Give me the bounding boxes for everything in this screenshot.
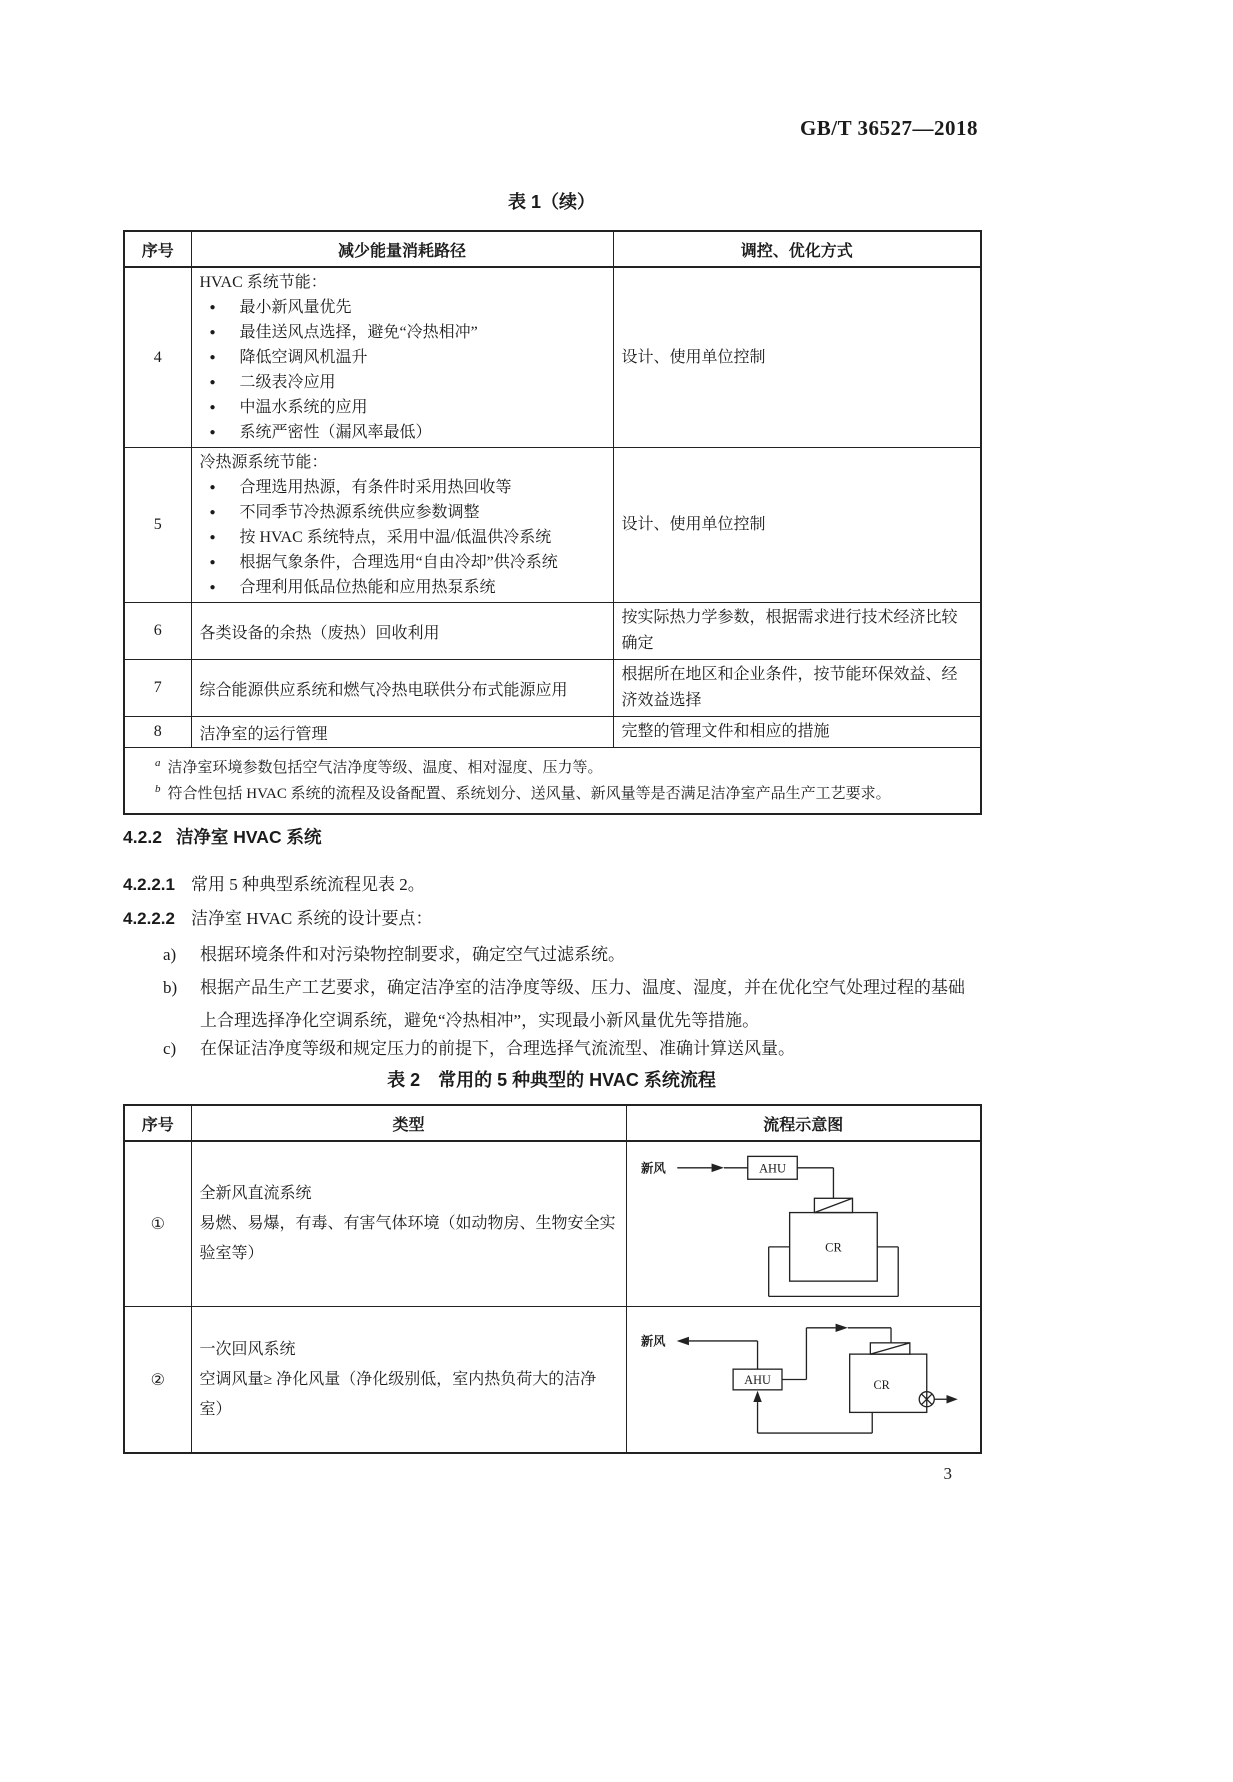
clause-text: 洁净室 HVAC 系统的设计要点：	[191, 909, 433, 928]
table-row	[124, 448, 981, 603]
footnote-a	[155, 753, 970, 779]
table-2	[123, 1104, 982, 1454]
row-number: ①	[124, 1141, 191, 1307]
section-number: 4.2.2	[123, 827, 162, 847]
type-title: 一次回风系统	[199, 1340, 296, 1358]
path-title: HVAC 系统节能：	[199, 274, 327, 291]
type-cell	[191, 1307, 626, 1454]
table-row	[124, 267, 981, 448]
control-cell: 按实际热力学参数，根据需求进行技术经济比较确定	[613, 603, 981, 660]
cleanroom-label: CR	[872, 1377, 890, 1392]
flow-arrow-icon	[753, 1391, 761, 1402]
table2-title: 表 2 常用的 5 种典型的 HVAC 系统流程	[387, 1070, 716, 1090]
design-point-a	[123, 938, 980, 971]
path-cell	[191, 448, 613, 603]
t1-col-path: 减少能量消耗路径	[191, 231, 613, 267]
type-cell	[191, 1141, 626, 1307]
control-cell: 设计、使用单位控制	[613, 448, 981, 603]
bullet-item: ● 不同季节冷热源系统供应参数调整	[200, 500, 605, 525]
item-label: b)	[163, 978, 178, 997]
paragraph-4-2-2-2	[123, 904, 432, 929]
path-cell: 综合能源供应系统和燃气冷热电联供分布式能源应用	[191, 660, 613, 717]
table-row	[124, 1141, 981, 1307]
bullet-item: ● 二级表冷应用	[200, 370, 605, 395]
bullet-list	[200, 475, 605, 600]
row-number: 4	[124, 267, 191, 448]
bullet-item: ● 合理利用低品位热能和应用热泵系统	[200, 575, 605, 600]
clause-number: 4.2.2.2	[123, 909, 175, 928]
bullet-item: ● 根据气象条件，合理选用“自由冷却”供冷系统	[200, 550, 605, 575]
t1-col-control: 调控、优化方式	[613, 231, 981, 267]
type-desc: 易燃、易爆，有毒、有害气体环境（如动物房、生物安全实验室等）	[199, 1215, 616, 1262]
table2-header-row	[124, 1105, 981, 1141]
t2-col-type: 类型	[191, 1105, 626, 1141]
bullet-item: ● 最小新风量优先	[200, 295, 605, 320]
bullet-item: ● 最佳送风点选择，避免“冷热相冲”	[200, 320, 605, 345]
t2-col-number: 序号	[124, 1105, 191, 1141]
path-cell	[191, 267, 613, 448]
item-label: c)	[163, 1039, 177, 1058]
item-text: 根据产品生产工艺要求，确定洁净室的洁净度等级、压力、温度、湿度，并在优化空气处理过程的基础上合理选择净化空调系统，避免“冷热相冲”，实现最小新风量优先等措施。	[200, 978, 965, 1030]
row-number: 8	[124, 717, 191, 748]
table1-title: 表 1（续）	[507, 192, 595, 212]
footnote-marker: b	[155, 783, 161, 795]
flow-arrow-icon	[676, 1337, 688, 1345]
design-point-b	[123, 971, 980, 1037]
table-row	[124, 717, 981, 748]
page-number: 3	[943, 1464, 952, 1483]
standard-number: GB/T 36527—2018	[799, 116, 978, 140]
item-text: 根据环境条件和对污染物控制要求，确定空气过滤系统。	[200, 945, 625, 964]
table-1	[123, 230, 982, 815]
section-title: 洁净室 HVAC 系统	[175, 827, 322, 847]
diagram-cell	[626, 1307, 981, 1454]
row-number: 7	[124, 660, 191, 717]
bullet-item: ● 降低空调风机温升	[200, 345, 605, 370]
flow-arrow-icon	[711, 1164, 723, 1173]
control-cell: 根据所在地区和企业条件，按节能环保效益、经济效益选择	[613, 660, 981, 717]
path-cell: 各类设备的余热（废热）回收利用	[191, 603, 613, 660]
table-row	[124, 660, 981, 717]
footnote-text: 符合性包括 HVAC 系统的流程及设备配置、系统划分、送风量、新风量等是否满足洁净室产品生产工艺要求。	[167, 786, 891, 802]
item-label: a)	[163, 945, 177, 964]
fresh-air-label: 新风	[640, 1334, 665, 1349]
hvac-flow-diagram-1	[635, 1144, 950, 1304]
table-row	[124, 1307, 981, 1454]
page-content	[123, 0, 980, 1782]
fresh-air-label: 新风	[640, 1161, 666, 1176]
paragraph-4-2-2-1	[123, 870, 425, 895]
flow-arrow-icon	[946, 1395, 957, 1403]
t2-col-diagram: 流程示意图	[626, 1105, 981, 1141]
type-title: 全新风直流系统	[199, 1185, 312, 1202]
flow-arrow-icon	[835, 1324, 847, 1332]
footnote-row	[124, 748, 981, 815]
clause-number: 4.2.2.1	[123, 875, 175, 894]
ahu-label: AHU	[758, 1161, 786, 1176]
row-number: ②	[124, 1307, 191, 1454]
path-cell: 洁净室的运行管理	[191, 717, 613, 748]
table-row	[124, 603, 981, 660]
bullet-list	[200, 295, 605, 445]
footnote-cell	[124, 748, 981, 815]
table1-header-row	[124, 231, 981, 267]
bullet-item: ● 合理选用热源，有条件时采用热回收等	[200, 475, 605, 500]
control-cell: 完整的管理文件和相应的措施	[613, 717, 981, 748]
ahu-label: AHU	[743, 1373, 771, 1388]
footnote-b	[155, 779, 970, 805]
cleanroom-label: CR	[824, 1240, 842, 1255]
row-number: 6	[124, 603, 191, 660]
path-title: 冷热源系统节能：	[199, 454, 328, 471]
clause-text: 常用 5 种典型系统流程见表 2。	[191, 875, 425, 894]
t1-col-number: 序号	[124, 231, 191, 267]
bullet-item: ● 中温水系统的应用	[200, 395, 605, 420]
item-text: 在保证洁净度等级和规定压力的前提下，合理选择气流流型、准确计算送风量。	[200, 1039, 795, 1058]
section-heading-4-2-2	[123, 824, 321, 849]
control-cell: 设计、使用单位控制	[613, 267, 981, 448]
type-desc: 空调风量≥ 净化风量（净化级别低，室内热负荷大的洁净室）	[199, 1370, 597, 1418]
design-point-c	[123, 1032, 980, 1065]
footnote-text: 洁净室环境参数包括空气洁净度等级、温度、相对湿度、压力等。	[167, 760, 603, 776]
hvac-flow-diagram-2	[635, 1309, 960, 1450]
footnote-marker: a	[155, 757, 161, 769]
bullet-item: ● 按 HVAC 系统特点，采用中温/低温供冷系统	[200, 525, 605, 550]
bullet-item: ● 系统严密性（漏风率最低）	[200, 420, 605, 445]
row-number: 5	[124, 448, 191, 603]
diagram-cell	[626, 1141, 981, 1307]
